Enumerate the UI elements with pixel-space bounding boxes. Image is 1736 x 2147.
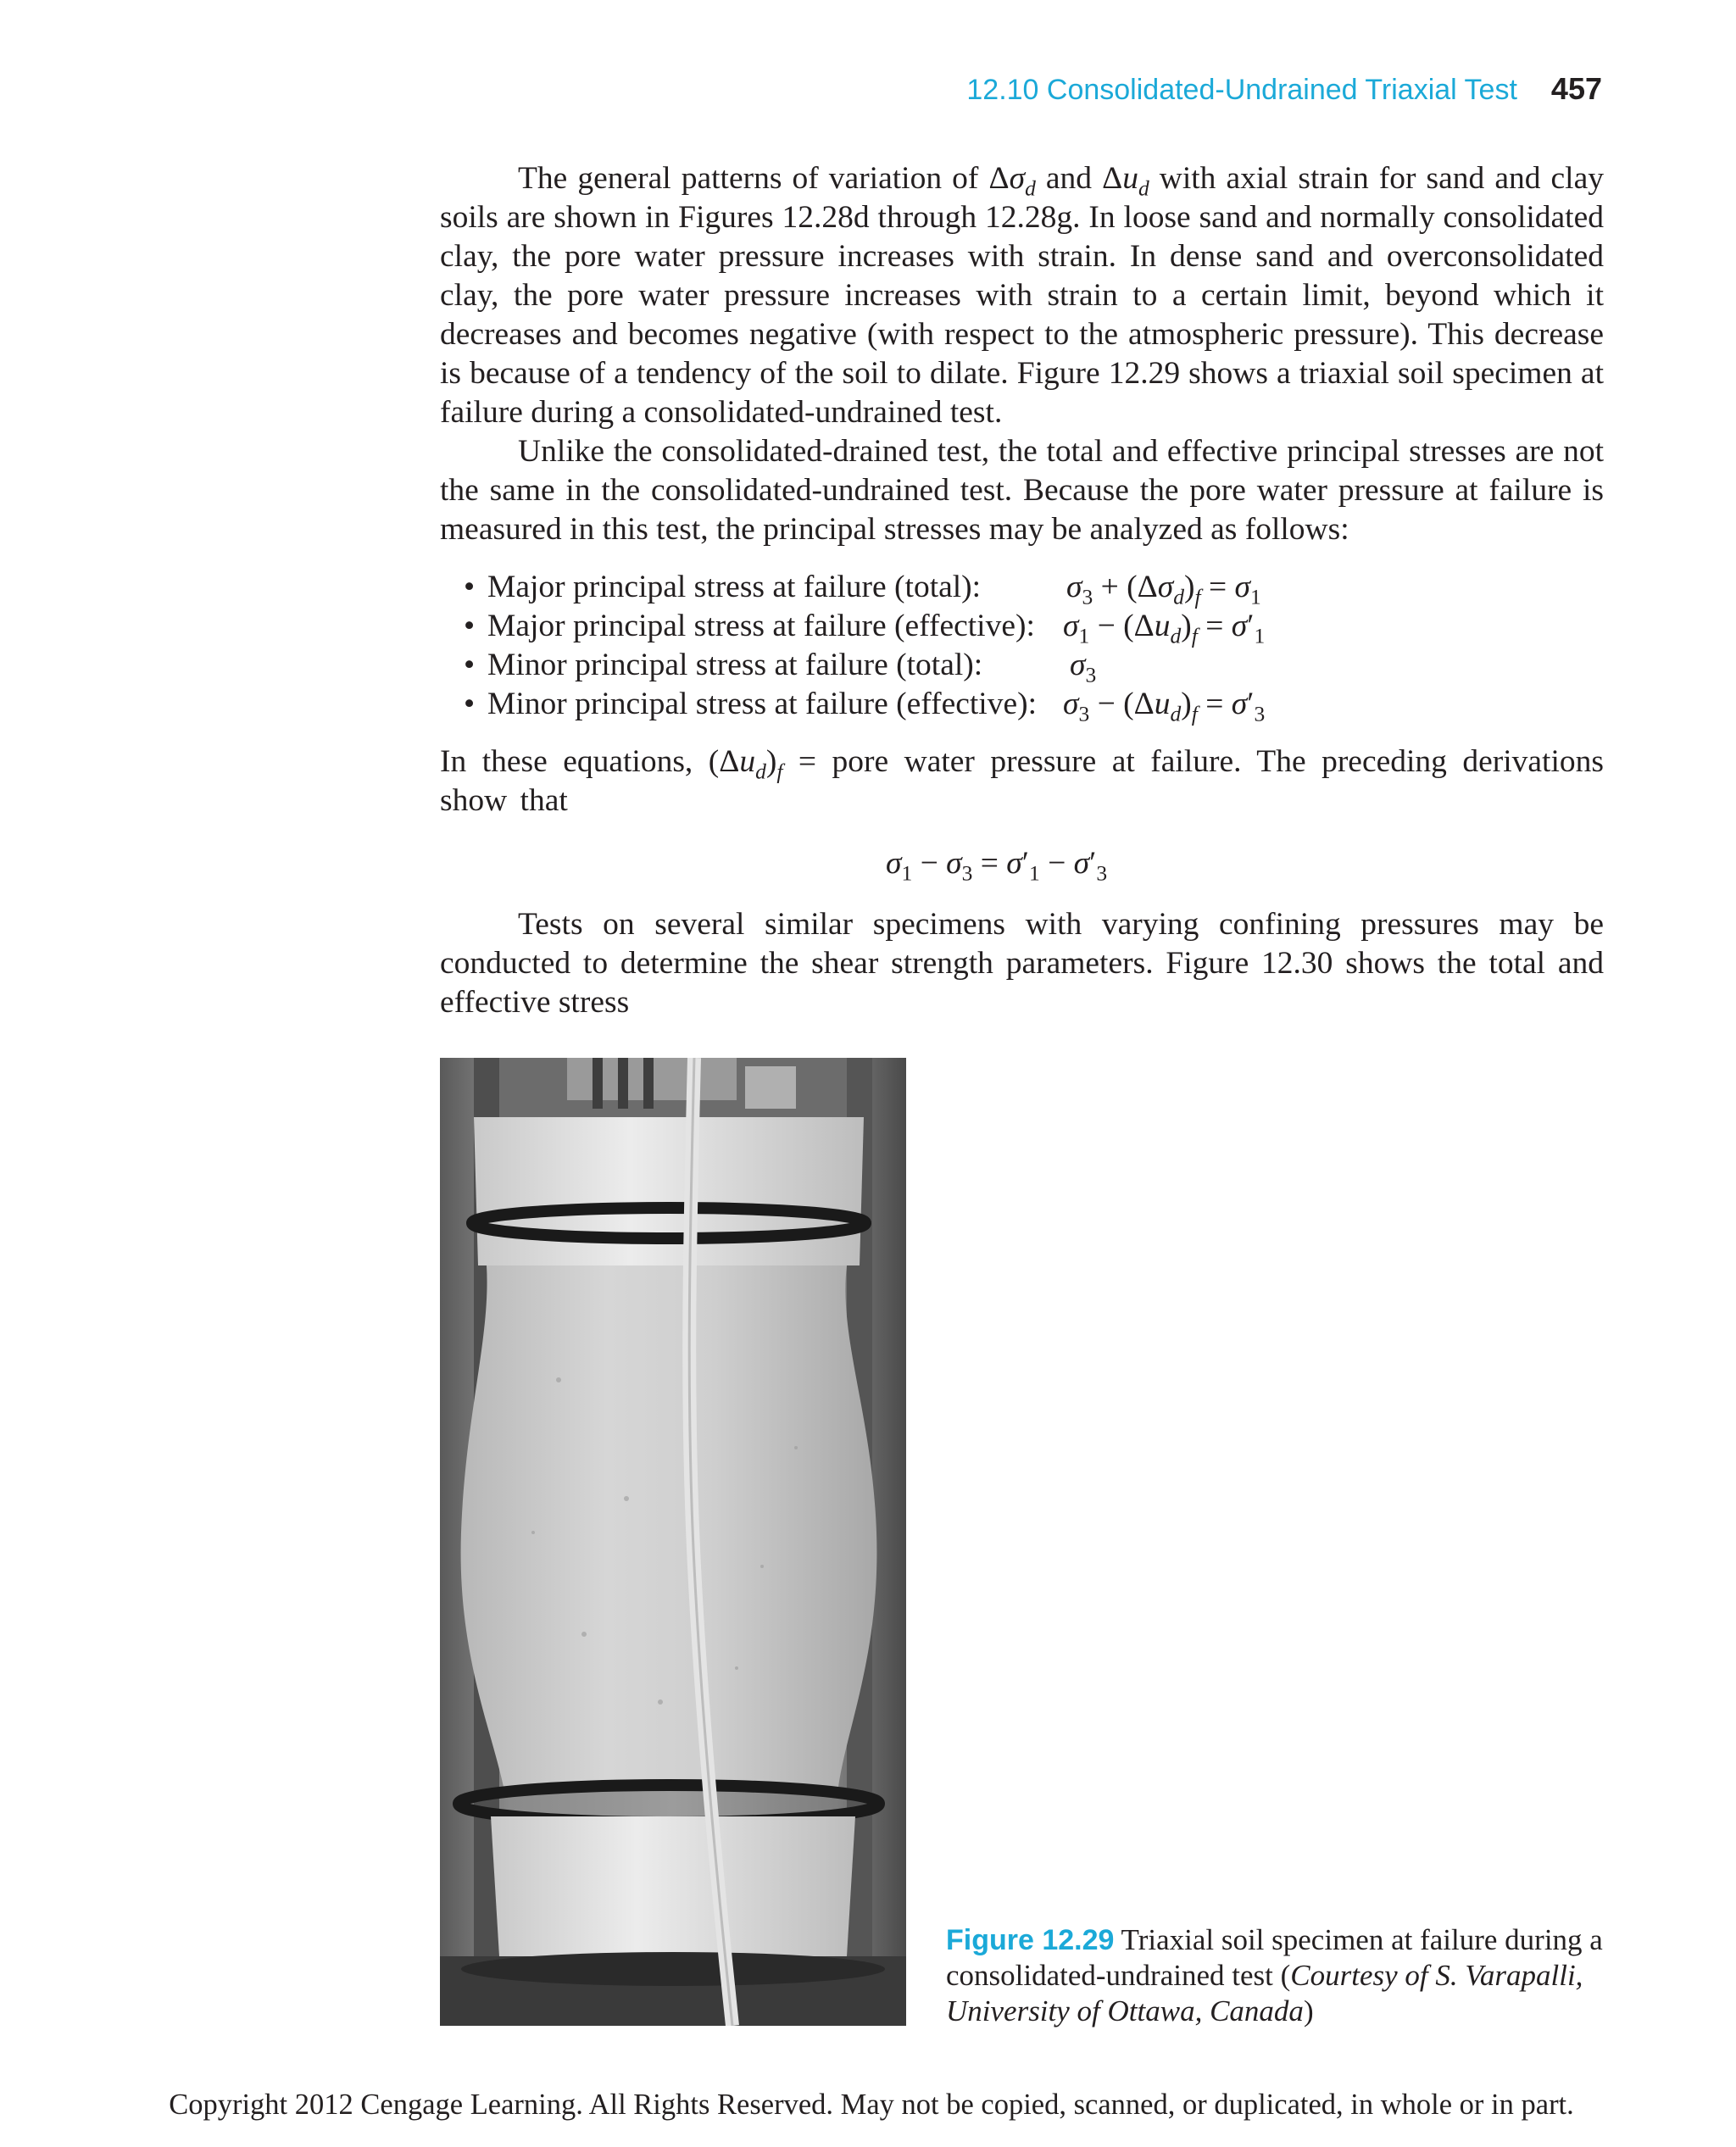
section-title: 12.10 Consolidated-Undrained Triaxial Test <box>966 74 1517 106</box>
stress-list <box>440 568 1604 724</box>
figure-courtesy: Courtesy of S. Varapalli, University of Ottawa, Canada <box>946 1959 1583 2027</box>
equation: $\sigma_3 - (\Delta u_d)_f = \sigma'_3$ <box>1063 687 1266 726</box>
list-item: • Major principal stress at failure (total): $\sigma_3 + (\Delta\sigma_d)_f = \sigma_1$ <box>464 570 1261 609</box>
figure-label: Figure 12.29 <box>946 1924 1115 1956</box>
specimen-photo <box>440 1058 906 2026</box>
list-item: • Minor principal stress at failure (effective): $\sigma_3 - (\Delta u_d)_f = \sigma'_3$ <box>464 687 1266 726</box>
running-header <box>966 71 1602 107</box>
list-item: • Major principal stress at failure (effective): $\sigma_1 - (\Delta u_d)_f = \sigma'_1$ <box>464 609 1266 648</box>
paragraph-variation-patterns: The general patterns of variation of $\Delta\sigma_d$ and $\Delta u_d$ with axial strain for sand and clay soils are shown in Figures 12.28d through 12.28g. In loose sand and normally consolidated clay, the pore water pressure increases with strain. In dense sand and overconsolidated clay, the pore water pressure increases with strain to a certain limit, beyond which it decreases and becomes negative (with respect to the atmospheric pressure). This decrease is because of a tendency of the soil to dilate. Figure 12.29 shows a triaxial soil specimen at failure during a consolidated-undrained test. <box>440 161 1604 430</box>
copyright-footer: Copyright 2012 Cengage Learning. All Rights Reserved. May not be copied, scanned, or duplicated, in whole or in part. <box>169 2089 1574 2121</box>
paragraph-equations-note: In these equations, $(\Delta u_d)_f$ = pore water pressure at failure. The preceding derivations show that <box>440 744 1604 818</box>
figure-caption: Figure 12.29 Triaxial soil specimen at failure during a consolidated-undrained test (Courtesy of S. Varapalli, University of Ottawa, Canada) <box>946 1923 1603 2027</box>
paragraph-principal-stresses: Unlike the consolidated-drained test, the total and effective principal stresses are not the same in the consolidated-undrained test. Because the pore water pressure at failure is measured in this test, the principal stresses may be analyzed as follows: <box>440 434 1604 547</box>
equation: $\sigma_3 + (\Delta\sigma_d)_f = \sigma_1$ <box>1066 570 1261 609</box>
equation: $\sigma_3$ <box>1070 648 1097 687</box>
display-equation: $\sigma_1 - \sigma_3 = \sigma'_1 - \sigma'_3$ <box>885 846 1108 886</box>
paragraph-tests: Tests on several similar specimens with varying confining pressures may be conducted to determine the shear strength parameters. Figure 12.30 shows the total and effective stress <box>440 907 1604 1020</box>
main-text <box>440 159 1604 1022</box>
page-number: 457 <box>1550 71 1602 106</box>
equation: $\sigma_1 - (\Delta u_d)_f = \sigma'_1$ <box>1063 609 1266 648</box>
list-item: • Minor principal stress at failure (total): $\sigma_3$ <box>464 648 1097 687</box>
